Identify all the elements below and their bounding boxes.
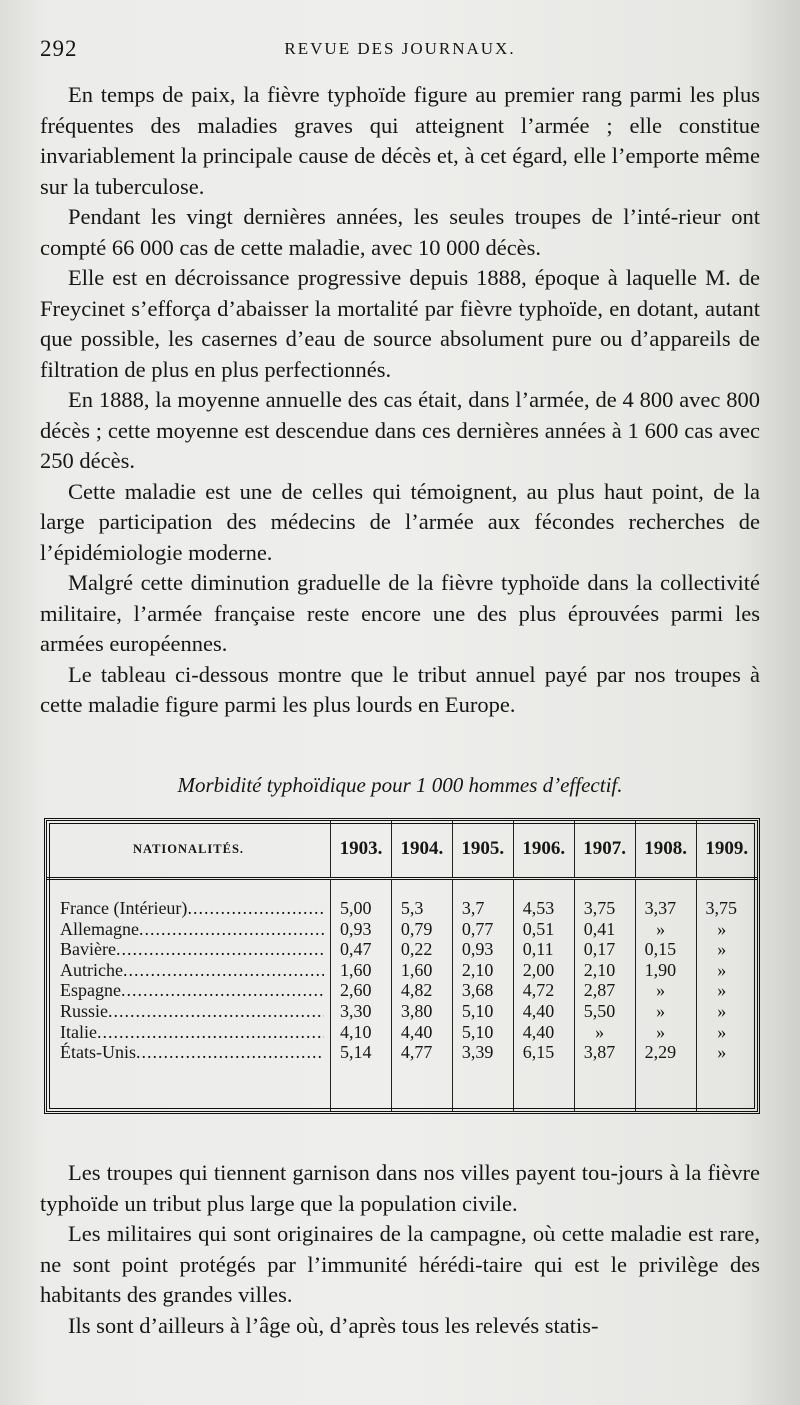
table-cell: » [717,939,727,960]
nation-label: France (Intérieur) [60,898,188,918]
table-cell: » [595,1021,605,1042]
table-cell: 0,15 [644,939,677,960]
paragraph: Pendant les vingt dernières années, les seules troupes de l’inté-rieur ont compté 66 000 cas de cette maladie, avec 10 000 décès. [40,204,760,260]
table-cell: 4,53 [522,898,555,918]
year-column-1906 [513,879,574,1112]
table-cell: 5,00 [340,898,372,918]
body-text-top [40,80,760,721]
table-cell: 4,40 [522,1000,555,1021]
column-header-year: 1907. [574,821,635,879]
page-header [40,36,760,66]
table-cell: 4,72 [522,980,555,1001]
column-header-year: 1903. [331,821,392,879]
table-cell: » [656,918,666,939]
table-cell: 4,77 [400,1042,433,1063]
nation-label: Bavière [60,939,116,960]
table-cell: 0,93 [340,918,372,939]
year-column-1907 [574,879,635,1112]
nation-row [47,939,330,960]
table-cell: 5,50 [583,1000,616,1021]
paragraph: Elle est en décroissance progressive depuis 1888, époque à laquelle M. de Freycinet s’efforça d’abaisser la mortalité par fièvre typhoïde, en dotant, autant que possible, les casernes d’eau de source absolument pure ou d’appareils de filtration de plus en plus perfectionnés. [40,265,760,382]
table-cell: » [717,1042,727,1063]
table-cell: 4,40 [522,1021,555,1042]
table-cell: 2,29 [644,1042,677,1063]
table-cell: 0,93 [461,939,494,960]
table-cell: 1,90 [644,959,677,980]
table-cell: 0,47 [340,939,372,960]
nation-row [47,1001,330,1022]
paragraph: Le tableau ci-dessous montre que le tribut annuel payé par nos troupes à cette maladie figure parmi les plus lourds en Europe. [40,661,760,717]
table-cell: 2,87 [583,980,616,1001]
table-cell: » [656,1000,666,1021]
table-cell: 1,60 [340,959,372,980]
table-cell: 4,40 [400,1021,433,1042]
nation-row [47,898,330,919]
table-cell: 3,80 [400,1000,433,1021]
nation-row [47,1022,330,1043]
table-cell: 3,68 [461,980,494,1001]
table-cell: » [656,1021,666,1042]
nation-row [47,980,330,1001]
table-cell: 0,51 [522,918,555,939]
body-text-bottom [40,1158,760,1341]
table-cell: 0,22 [400,939,433,960]
table-cell: 0,77 [461,918,494,939]
table-cell: 3,37 [644,898,677,918]
table-cell: » [717,918,727,939]
table-cell: 3,75 [705,898,738,918]
paragraph: En temps de paix, la fièvre typhoïde figure au premier rang parmi les plus fréquentes des maladies graves qui atteignent l’armée ; elle constitue invariablement la principale cause de décès et, à cet égard, elle l’emporte même sur la tuberculose. [40,82,760,199]
table-cell: 0,79 [400,918,433,939]
table-cell: 5,14 [340,1042,372,1063]
table-cell: 5,10 [461,1021,494,1042]
table-cell: 0,17 [583,939,616,960]
table-cell: 2,10 [583,959,616,980]
column-header-year: 1906. [513,821,574,879]
page-number: 292 [40,36,78,61]
year-column-1903 [331,879,392,1112]
table-cell: 2,10 [461,959,494,980]
paragraph: Cette maladie est une de celles qui témoignent, au plus haut point, de la large participation des médecins de l’armée aux fécondes recherches de l’épidémiologie moderne. [40,478,760,565]
table-cell: 5,3 [400,898,424,918]
table-cell: 2,60 [340,980,372,1001]
table-caption: Morbidité typhoïdique pour 1 000 hommes d’effectif. [177,773,623,797]
table-cell: » [717,980,727,1001]
nation-label: Italie [60,1021,97,1042]
year-column-1904 [391,879,452,1112]
table-cell: » [656,980,666,1001]
year-column-1905 [452,879,513,1112]
table-cell: 3,75 [583,898,616,918]
nation-row [47,1042,330,1063]
column-header-year: 1909. [696,821,757,879]
table-cell: 5,10 [461,1000,494,1021]
column-header-nationalities: NATIONALITÉS. [47,821,331,879]
table-cell: 4,10 [340,1021,372,1042]
table-cell: 3,87 [583,1042,616,1063]
table-cell: » [717,1021,727,1042]
table-cell: 1,60 [400,959,433,980]
paragraph: En 1888, la moyenne annuelle des cas était, dans l’armée, de 4 800 avec 800 décès ; cette moyenne est descendue dans ces dernières années à 1 600 cas avec 250 décès. [40,387,760,473]
table-cell: 2,00 [522,959,555,980]
table-cell: 0,11 [522,939,554,960]
column-header-year: 1908. [635,821,696,879]
running-head: REVUE DES JOURNAUX. [284,39,516,58]
year-column-1909 [696,879,757,1112]
column-header-year: 1904. [391,821,452,879]
nation-label: Espagne [60,980,121,1001]
table-cell: 0,41 [583,918,616,939]
table-cell: 3,30 [340,1000,372,1021]
paragraph: Ils sont d’ailleurs à l’âge où, d’après tous les relevés statis- [68,1312,599,1338]
nationalities-column [47,879,331,1112]
table-cell: 3,7 [461,898,485,918]
nation-label: États-Unis [60,1042,136,1063]
nation-label: Allemagne [60,918,139,939]
nation-row [47,960,330,981]
nation-label: Russie [60,1000,109,1021]
table-cell: » [717,959,727,980]
table-header-row [47,821,757,879]
morbidity-table [44,818,760,1114]
year-column-1908 [635,879,696,1112]
nation-label: Autriche [60,959,123,980]
column-header-year: 1905. [452,821,513,879]
nation-row [47,919,330,940]
table-body [47,879,757,1112]
paragraph: Les troupes qui tiennent garnison dans nos villes payent tou-jours à la fièvre typhoïde un tribut plus large que la population civile. [40,1160,760,1216]
paragraph: Les militaires qui sont originaires de la campagne, où cette maladie est rare, ne sont point protégés par l’immunité hérédi-taire qui est le privilège des habitants des grandes villes. [40,1221,760,1307]
table-cell: » [717,1000,727,1021]
table-cell: 4,82 [400,980,433,1001]
table-cell: 6,15 [522,1042,555,1063]
paragraph: Malgré cette diminution graduelle de la fièvre typhoïde dans la collectivité militaire, l’armée française reste encore une des plus éprouvées parmi les armées européennes. [40,570,760,656]
table-cell: 3,39 [461,1042,494,1063]
